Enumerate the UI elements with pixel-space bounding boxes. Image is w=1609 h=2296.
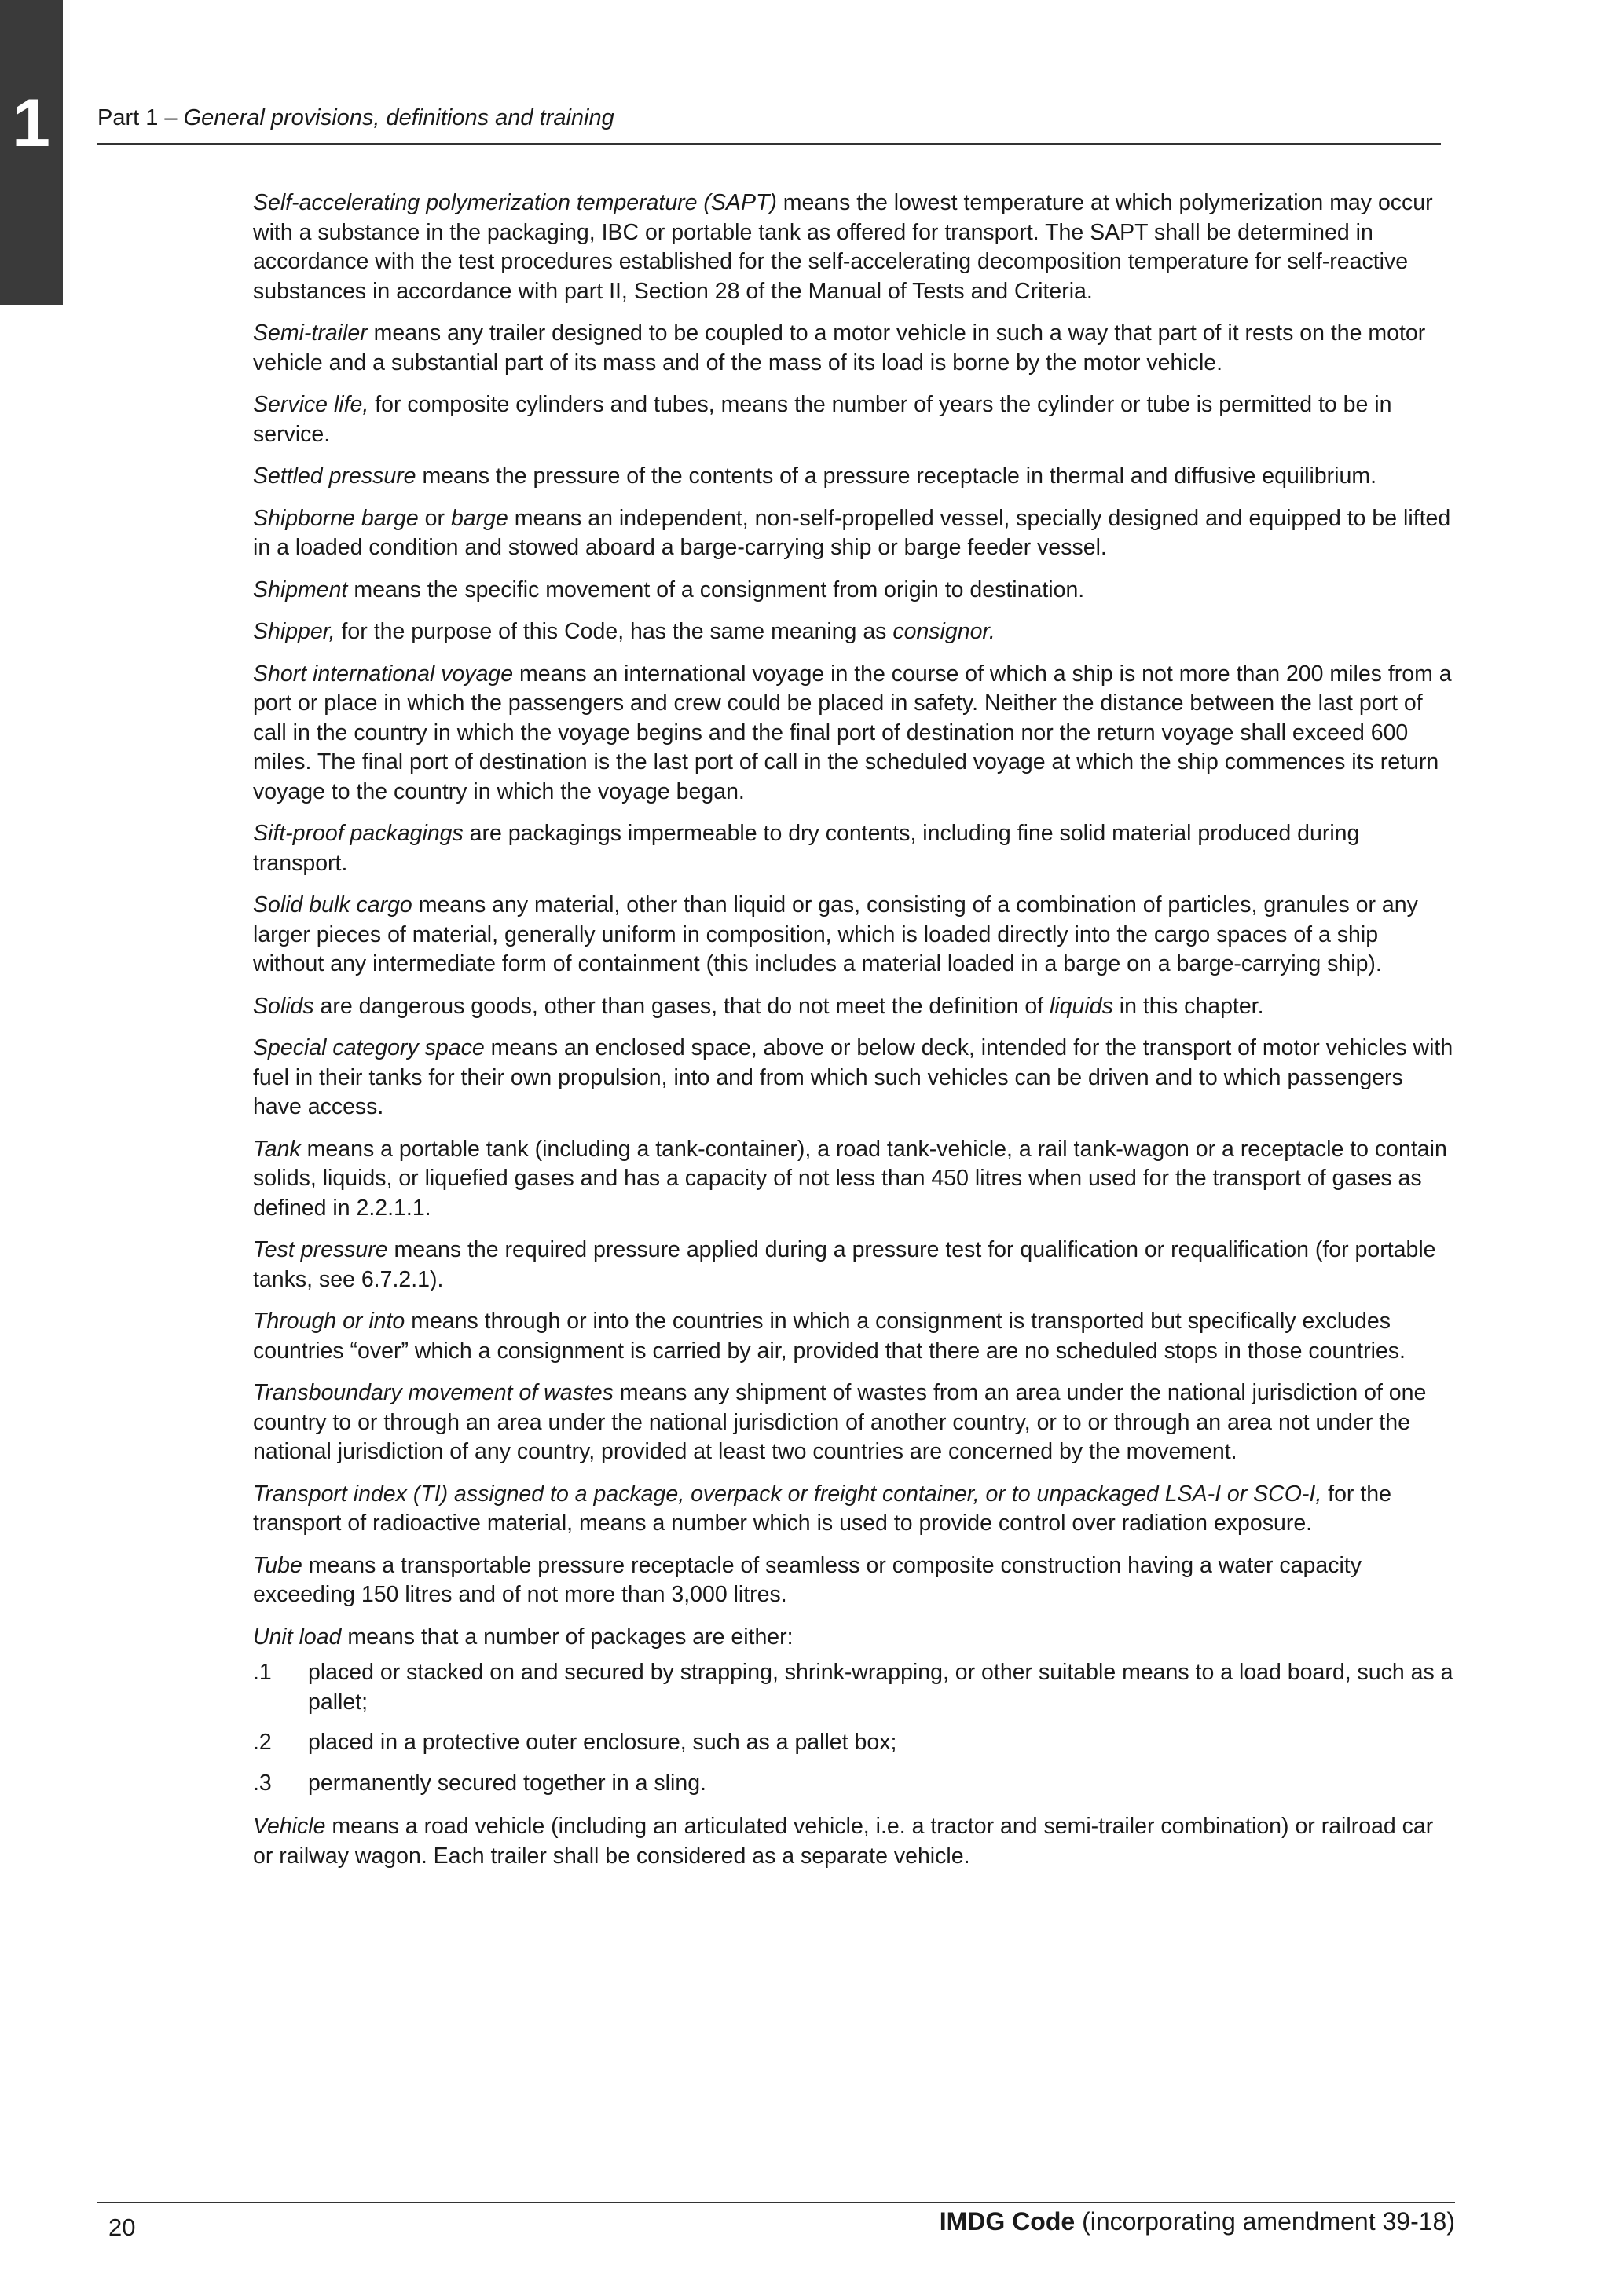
definition-term: Short international voyage [253, 661, 514, 687]
list-item-number: .1 [253, 1660, 272, 1685]
definition-text: means that a number of packages are either: [341, 1624, 794, 1650]
list-item-text: placed in a protective outer enclosure, such as a pallet box; [308, 1730, 897, 1755]
definition-test-pressure [253, 1236, 1455, 1294]
definition-term: Transboundary movement of wastes [253, 1380, 614, 1405]
definition-through-or-into [253, 1307, 1455, 1366]
definition-term: Solid bulk cargo [253, 892, 412, 917]
definition-term: Solids [253, 993, 314, 1019]
definition-text: means a portable tank (including a tank-container), a road tank-vehicle, a rail tank-wagon or a receptacle to contain solids, liquids, or liquefied gases and has a capacity of not less than 450 litres when used for the transport of gases as defined in 2.2.1.1. [253, 1136, 1447, 1221]
definition-text: means any material, other than liquid or gas, consisting of a combination of particles, granules or any larger pieces of material, generally uniform in composition, which is loaded directly into the cargo spaces of a ship without any intermediate form of containment (this includes a material loaded in a barge on a barge-carrying ship). [253, 892, 1418, 976]
definition-unit-load [253, 1623, 1455, 1653]
definition-text: means a transportable pressure receptacle of seamless or composite construction having a water capacity exceeding 150 litres and of not more than 3,000 litres. [253, 1552, 1362, 1607]
definition-solid-bulk-cargo [253, 891, 1455, 980]
definition-text-cont: means an independent, non-self-propelled vessel, specially designed and equipped to be lifted in a loaded condition and stowed aboard a barge-carrying ship or barge feeder vessel. [253, 505, 1451, 560]
definition-text: are dangerous goods, other than gases, that do not meet the definition of [313, 993, 1050, 1019]
definition-text: for the purpose of this Code, has the same meaning as [335, 619, 893, 644]
definition-term: Vehicle [253, 1814, 326, 1839]
list-item-text: placed or stacked on and secured by strapping, shrink-wrapping, or other suitable means to a load board, such as a pallet; [308, 1660, 1453, 1715]
definition-term: Transport index (TI) assigned to a package, overpack or freight container, or to unpackaged LSA-I or SCO-I, [253, 1481, 1322, 1507]
definitions-body [253, 189, 1455, 1884]
definition-text: means any trailer designed to be coupled to a motor vehicle in such a way that part of it rests on the motor vehicle and a substantial part of its mass and of the mass of its load is borne by the motor vehicle. [253, 320, 1426, 375]
footer-divider [97, 2202, 1455, 2203]
definition-term-alt: barge [450, 505, 508, 531]
definition-sapt [253, 189, 1455, 306]
definition-short-international-voyage [253, 660, 1455, 807]
definition-transport-index [253, 1480, 1455, 1539]
definition-sift-proof-packagings [253, 819, 1455, 878]
definition-tank [253, 1135, 1455, 1224]
definition-term: Semi-trailer [253, 320, 368, 346]
definition-term: Sift-proof packagings [253, 821, 464, 846]
definition-text: means through or into the countries in which a consignment is transported but specifically excludes countries “over” which a consignment is carried by air, provided that there are no scheduled stops in those countries. [253, 1309, 1406, 1364]
definition-term: Special category space [253, 1035, 485, 1060]
chapter-number: 1 [13, 86, 50, 161]
definition-shipper [253, 617, 1455, 647]
definition-text: are packagings impermeable to dry contents, including fine solid material produced during transport. [253, 821, 1360, 876]
definition-text: means the lowest temperature at which polymerization may occur with a substance in the packaging, IBC or portable tank as offered for transport. The SAPT shall be determined in accordance with the test procedures established for the self-accelerating decomposition temperature for self-reactive substances in accordance with part II, Section 28 of the Manual of Tests and Criteria. [253, 190, 1433, 304]
definition-semi-trailer [253, 319, 1455, 378]
definition-term: Tube [253, 1552, 302, 1578]
list-item-number: .2 [253, 1730, 272, 1755]
definition-solids [253, 992, 1455, 1022]
definition-tube [253, 1551, 1455, 1610]
definition-term: Tank [253, 1136, 301, 1162]
definition-term-alt: consignor. [892, 619, 995, 644]
definition-term: Test pressure [253, 1237, 388, 1262]
list-item-text: permanently secured together in a sling. [308, 1770, 706, 1796]
definition-special-category-space [253, 1034, 1455, 1122]
definition-transboundary-movement [253, 1379, 1455, 1467]
running-header [97, 105, 614, 131]
definition-text: means the specific movement of a consignment from origin to destination. [347, 577, 1085, 602]
list-item [253, 1728, 1455, 1758]
definition-shipborne-barge [253, 504, 1455, 563]
definition-text: means an enclosed space, above or below deck, intended for the transport of motor vehicles with fuel in their tanks for their own propulsion, into and from which such vehicles can be driven and to which passengers have access. [253, 1035, 1453, 1119]
definition-term: Shipment [253, 577, 348, 602]
definition-text: means the pressure of the contents of a pressure receptacle in thermal and diffusive equilibrium. [416, 463, 1376, 489]
header-subtitle: General provisions, definitions and training [183, 105, 614, 130]
definition-term: Shipborne barge [253, 505, 419, 531]
page-number: 20 [108, 2214, 136, 2241]
definition-text: for composite cylinders and tubes, means the number of years the cylinder or tube is permitted to be in service. [253, 392, 1392, 447]
definition-text: means any shipment of wastes from an area under the national jurisdiction of one country to or through an area under the national jurisdiction of another country, or to or through an area not under the national jurisdiction of any country, provided at least two countries are concerned by the movement. [253, 1380, 1427, 1464]
definition-term: Self-accelerating polymerization temperature (SAPT) [253, 190, 777, 215]
chapter-tab [0, 0, 63, 305]
definition-text: or [418, 505, 451, 531]
definition-shipment [253, 576, 1455, 606]
definition-vehicle [253, 1812, 1455, 1871]
definition-text: means an international voyage in the course of which a ship is not more than 200 miles from a port or place in which the passengers and crew could be placed in safety. Neither the distance between the last port of call in the country in which the voyage begins and the final port of destination nor the return voyage shall exceed 600 miles. The final port of destination is the last port of call in the scheduled voyage at which the ship commences its return voyage to the country in which the voyage began. [253, 661, 1452, 804]
definition-settled-pressure [253, 462, 1455, 492]
definition-service-life [253, 390, 1455, 449]
definition-term: Unit load [253, 1624, 342, 1650]
definition-text: for the transport of radioactive material, means a number which is used to provide control over radiation exposure. [253, 1481, 1391, 1536]
footer-title-bold: IMDG Code [939, 2207, 1076, 2236]
header-divider [97, 143, 1441, 145]
definition-term: Through or into [253, 1309, 405, 1334]
definition-term: Service life, [253, 392, 369, 417]
definition-term: Settled pressure [253, 463, 416, 489]
definition-term: Shipper, [253, 619, 335, 644]
list-item [253, 1658, 1455, 1717]
definition-text: means the required pressure applied during a pressure test for qualification or requalification (for portable tanks, see 6.7.2.1). [253, 1237, 1436, 1292]
list-item-number: .3 [253, 1770, 272, 1796]
list-item [253, 1769, 1455, 1799]
definition-term-alt: liquids [1050, 993, 1113, 1019]
definition-text-cont: in this chapter. [1112, 993, 1264, 1019]
definition-text: means a road vehicle (including an articulated vehicle, i.e. a tractor and semi-trailer combination) or railroad car or railway wagon. Each trailer shall be considered as a separate vehicle. [253, 1814, 1434, 1869]
footer-title [940, 2207, 1455, 2236]
footer-title-rest: (incorporating amendment 39-18) [1075, 2207, 1455, 2236]
header-part: Part 1 – [97, 105, 184, 130]
